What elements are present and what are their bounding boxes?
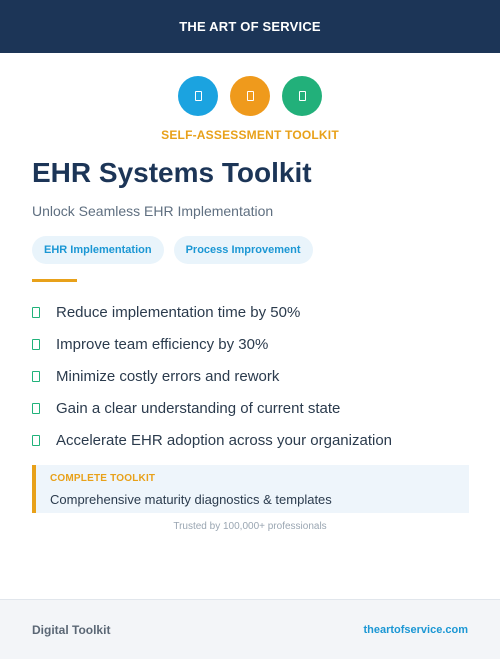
check-icon bbox=[32, 371, 40, 382]
footer bbox=[0, 599, 500, 659]
page-title: EHR Systems Toolkit bbox=[32, 157, 312, 188]
check-icon bbox=[32, 307, 40, 318]
check-icon bbox=[32, 435, 40, 446]
list-item bbox=[32, 360, 392, 392]
footer-label: Digital Toolkit bbox=[32, 622, 111, 637]
tag-list bbox=[32, 236, 313, 264]
callout-description: Comprehensive maturity diagnostics & templates bbox=[50, 492, 332, 507]
benefit-text: Reduce implementation time by 50% bbox=[56, 303, 301, 321]
benefit-text: Accelerate EHR adoption across your organization bbox=[56, 431, 393, 449]
benefit-list bbox=[32, 296, 392, 456]
list-item bbox=[32, 424, 392, 456]
tag-process-improvement[interactable]: Process Improvement bbox=[174, 236, 313, 264]
check-icon bbox=[32, 339, 40, 350]
accent-divider bbox=[32, 279, 77, 282]
document-icon bbox=[178, 76, 218, 116]
tag-ehr-implementation[interactable]: EHR Implementation bbox=[32, 236, 164, 264]
document-icon bbox=[282, 76, 322, 116]
icon-row bbox=[0, 76, 500, 116]
trusted-note: Trusted by 100,000+ professionals bbox=[173, 521, 327, 532]
callout-label: COMPLETE TOOLKIT bbox=[50, 473, 156, 484]
benefit-text: Gain a clear understanding of current state bbox=[56, 399, 341, 417]
brand-title: THE ART OF SERVICE bbox=[179, 19, 321, 34]
benefit-text: Minimize costly errors and rework bbox=[56, 367, 280, 385]
benefit-text: Improve team efficiency by 30% bbox=[56, 335, 269, 353]
list-item bbox=[32, 328, 392, 360]
website-link[interactable]: theartofservice.com bbox=[363, 623, 468, 636]
check-icon bbox=[32, 403, 40, 414]
eyebrow-label: SELF-ASSESSMENT TOOLKIT bbox=[161, 128, 339, 142]
top-banner bbox=[0, 0, 500, 53]
page-subtitle: Unlock Seamless EHR Implementation bbox=[32, 203, 274, 219]
list-item bbox=[32, 392, 392, 424]
complete-toolkit-callout bbox=[32, 465, 469, 513]
document-icon bbox=[230, 76, 270, 116]
list-item bbox=[32, 296, 392, 328]
